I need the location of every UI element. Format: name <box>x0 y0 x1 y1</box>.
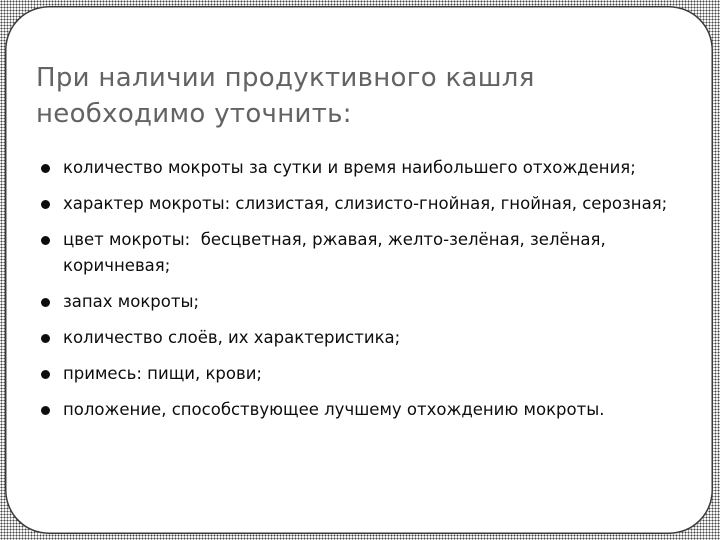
list-item <box>41 289 691 315</box>
slide-panel <box>5 6 713 534</box>
list-item-text: количество слоёв, их характеристика; <box>63 328 401 347</box>
list-item-text: запах мокроты; <box>63 292 200 311</box>
list-item-text: примесь: пищи, крови; <box>63 364 262 383</box>
list-item <box>41 361 691 387</box>
list-item-text: цвет мокроты: бесцветная, ржавая, желто-зелёная, зелёная, коричневая; <box>63 230 611 275</box>
list-item <box>41 397 691 423</box>
bullet-icon <box>41 370 50 379</box>
bullet-icon <box>41 236 50 245</box>
list-item <box>41 325 691 351</box>
list-item-text: положение, способствующее лучшему отхождению мокроты. <box>63 400 605 419</box>
bullet-icon <box>41 334 50 343</box>
bullet-icon <box>41 298 50 307</box>
bullet-icon <box>41 200 50 209</box>
list-item <box>41 227 691 279</box>
slide-title: При наличии продуктивного кашля необходимо уточнить: <box>36 63 535 129</box>
list-item-text: характер мокроты: слизистая, слизисто-гнойная, гнойная, серозная; <box>63 194 668 213</box>
list-item <box>41 155 691 181</box>
bullet-list <box>41 155 691 433</box>
list-item <box>41 191 691 217</box>
bullet-icon <box>41 406 50 415</box>
list-item-text: количество мокроты за сутки и время наибольшего отхождения; <box>63 158 636 177</box>
bullet-icon <box>41 164 50 173</box>
